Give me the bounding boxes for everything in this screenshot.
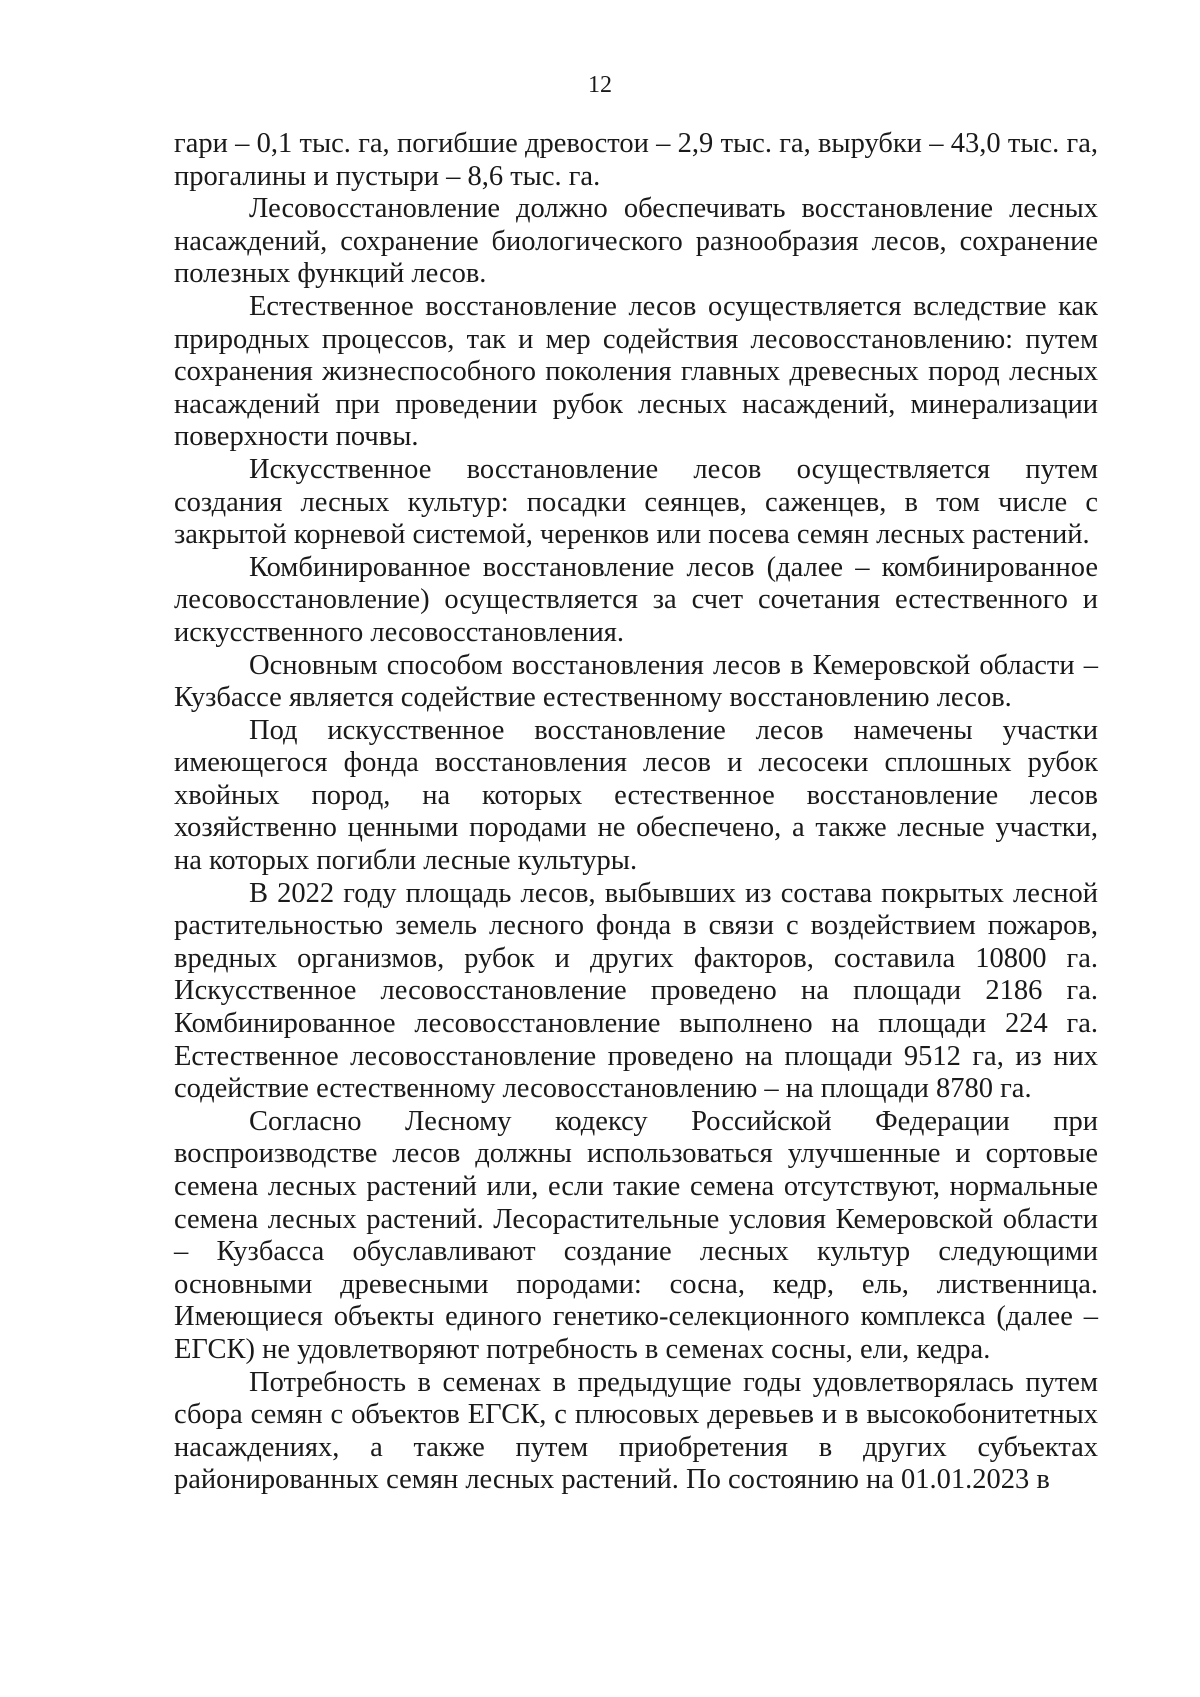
paragraph: Основным способом восстановления лесов в Кемеровской области – Кузбассе является содействие естественному восстановлению лесов. [174, 649, 1098, 714]
paragraph: Лесовосстановление должно обеспечивать восстановление лесных насаждений, сохранение биологического разнообразия лесов, сохранение полезных функций лесов. [174, 193, 1098, 290]
paragraph: Под искусственное восстановление лесов намечены участки имеющегося фонда восстановления лесов и лесосеки сплошных рубок хвойных пород, на которых естественное восстановление лесов хозяйственно ценными породами не обеспечено, а также лесные участки, на которых погибли лесные культуры. [174, 714, 1098, 877]
paragraph: Согласно Лесному кодексу Российской Федерации при воспроизводстве лесов должны использоваться улучшенные и сортовые семена лесных растений или, если такие семена отсутствуют, нормальные семена лесных растений. Лесорастительные условия Кемеровской области – Кузбасса обуславливают создание лесных культур следующими основными древесными породами: сосна, кедр, ель, лиственница. Имеющиеся объекты единого генетико-селекционного комплекса (далее – ЕГСК) не удовлетворяют потребность в семенах сосны, ели, кедра. [174, 1105, 1098, 1365]
paragraph: Комбинированное восстановление лесов (далее – комбинированное лесовосстановление) осуществляется за счет сочетания естественного и искусственного лесовосстановления. [174, 551, 1098, 648]
paragraph-truncated: Потребность в семенах в предыдущие годы удовлетворялась путем сбора семян с объектов ЕГСК, с плюсовых деревьев и в высокобонитетных насаждениях, а также путем приобретения в других субъектах районированных семян лесных растений. По состоянию на 01.01.2023 в [174, 1366, 1098, 1496]
document-body [174, 128, 1098, 1497]
paragraph-continuation: гари – 0,1 тыс. га, погибшие древостои – 2,9 тыс. га, вырубки – 43,0 тыс. га, прогалины и пустыри – 8,6 тыс. га. [174, 128, 1098, 192]
paragraph: Искусственное восстановление лесов осуществляется путем создания лесных культур: посадки сеянцев, саженцев, в том числе с закрытой корневой системой, черенков или посева семян лесных растений. [174, 453, 1098, 551]
page-number: 12 [588, 72, 612, 98]
paragraph: Естественное восстановление лесов осуществляется вследствие как природных процессов, так и мер содействия лесовосстановлению: путем сохранения жизнеспособного поколения главных древесных пород лесных насаждений при проведении рубок лесных насаждений, минерализации поверхности почвы. [174, 290, 1098, 453]
paragraph: В 2022 году площадь лесов, выбывших из состава покрытых лесной растительностью земель лесного фонда в связи с воздействием пожаров, вредных организмов, рубок и других факторов, составила 10800 га. Искусственное лесовосстановление проведено на площади 2186 га. Комбинированное лесовосстановление выполнено на площади 224 га. Естественное лесовосстановление проведено на площади 9512 га, из них содействие естественному лесовосстановлению – на площади 8780 га. [174, 877, 1098, 1105]
